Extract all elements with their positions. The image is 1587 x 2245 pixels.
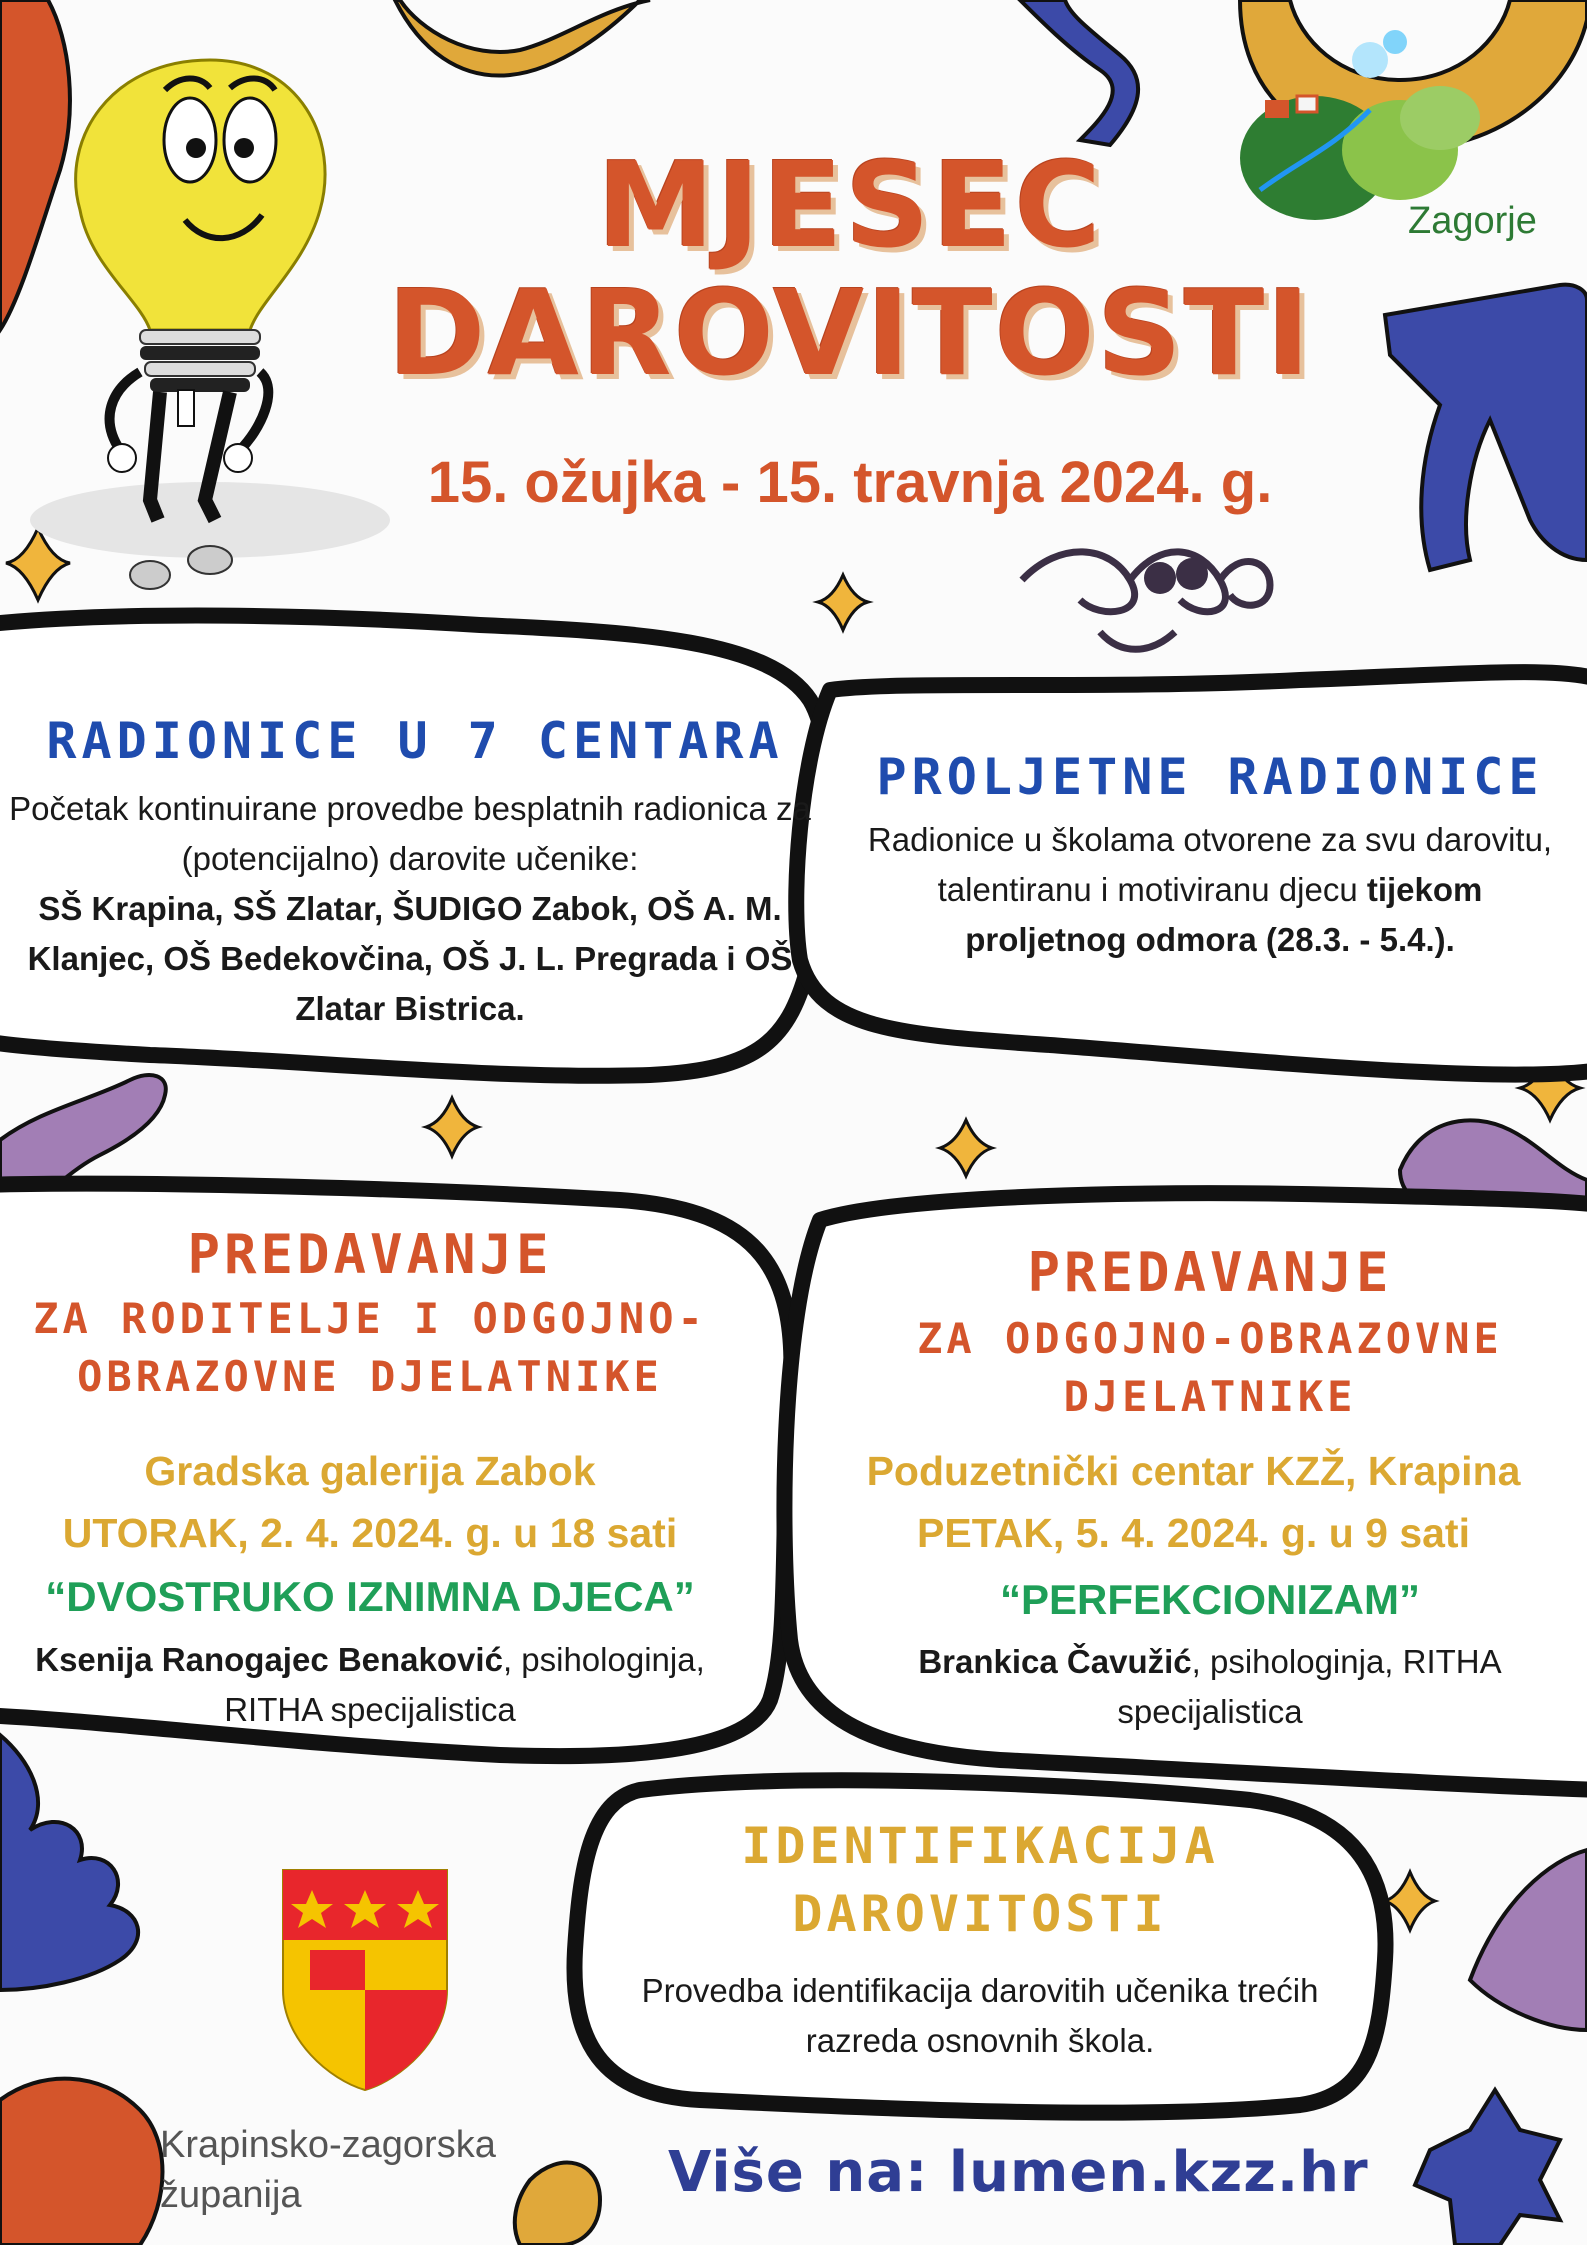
parents-lecture-details [0, 1440, 740, 1564]
teachers-lecture-speaker [860, 1637, 1560, 1737]
parents-lecture-heading: PREDAVANJE [187, 1223, 553, 1286]
blue-bolt-shape [1385, 285, 1587, 570]
gold-swirl-shape [395, 0, 650, 76]
blue-squiggle-shape [1020, 0, 1138, 145]
parents-lecture-topic: “DVOSTRUKO IZNIMNA DJECA” [45, 1573, 695, 1620]
more-info [668, 2140, 1408, 2205]
parents-lecture-speaker-role: , psihologinja, RITHA specijalistica [224, 1641, 705, 1728]
parents-lecture-speaker-name: Ksenija Ranogajec Benaković [35, 1641, 503, 1678]
sparkle-star [1385, 1872, 1435, 1930]
centers-text-locations: SŠ Krapina, SŠ Zlatar, ŠUDIGO Zabok, OŠ A. M. Klanjec, OŠ Bedekovčina, OŠ J. L. Pregrada i OŠ Zlatar Bistrica. [27, 890, 793, 1027]
identification-text: Provedba identifikacija darovitih učenika trećih razreda osnovnih škola. [641, 1972, 1319, 2059]
centers-text [0, 784, 820, 1034]
teachers-lecture-speaker-name: Brankica Čavužić [918, 1643, 1192, 1680]
teachers-lecture-speaker-role: , psihologinja, RITHA specijalistica [1117, 1643, 1502, 1730]
parents-lecture-speaker [0, 1635, 740, 1735]
event-date-range: 15. ožujka - 15. travnja 2024. g. [427, 450, 1273, 515]
sparkle-star [426, 1098, 478, 1156]
centers-heading: RADIONICE U 7 CENTARA [46, 712, 784, 770]
page-title-line2: DAROVITOSTI [387, 264, 1313, 402]
spring-text-intro: Radionice u školama otvorene za svu darovitu, talentiranu i motiviranu djecu [867, 821, 1553, 908]
orange-blob-bottom-shape [0, 2079, 163, 2245]
orange-blob-shape [0, 0, 70, 330]
spring-text [860, 815, 1560, 965]
teachers-lecture-venue: Poduzetnički centar KZŽ, Krapina [866, 1448, 1521, 1494]
county-coat-of-arms [283, 1870, 447, 2090]
spring-text-bold: tijekom proljetnog odmora [965, 871, 1483, 958]
parents-lecture-subheading: ZA RODITELJE I ODGOJNO-OBRAZOVNE DJELATNIKE [33, 1294, 707, 1401]
face-doodle-eyes [1144, 558, 1208, 594]
parents-lecture-venue: Gradska galerija Zabok [144, 1448, 596, 1494]
teachers-lecture-datetime: PETAK, 5. 4. 2024. g. u 9 sati [917, 1510, 1470, 1556]
spring-text-dates: (28.3. - 5.4.). [1265, 921, 1455, 958]
teachers-lecture-heading: PREDAVANJE [1027, 1241, 1393, 1304]
more-info-link[interactable]: lumen.kzz.hr [948, 2140, 1369, 2205]
centers-text-intro: Početak kontinuirane provedbe besplatnih radionica za (potencijalno) darovite učenike: [9, 790, 811, 877]
more-info-prefix: Više na: [668, 2140, 949, 2205]
teachers-lecture-subheading: ZA ODGOJNO-OBRAZOVNE DJELATNIKE [917, 1314, 1503, 1421]
face-doodle [1022, 552, 1270, 649]
parents-lecture-datetime: UTORAK, 2. 4. 2024. g. u 18 sati [62, 1510, 678, 1556]
county-name: Krapinsko-zagorska županija [160, 2124, 496, 2216]
teachers-lecture-topic: “PERFEKCIONIZAM” [1000, 1576, 1420, 1623]
sparkle-star [940, 1120, 992, 1176]
sparkle-star [818, 575, 868, 630]
zagorje-logo-label: Zagorje [1408, 200, 1537, 242]
blue-splash-shape [0, 1735, 138, 1990]
blue-star-shape [1415, 2090, 1560, 2245]
page-title-line1: MJESEC [596, 136, 1104, 274]
teachers-lecture-details [800, 1440, 1587, 1564]
purple-blob-lower-right-shape [1470, 1850, 1587, 2030]
identification-heading: IDENTIFIKACIJA DAROVITOSTI [741, 1817, 1219, 1943]
spring-heading: PROLJETNE RADIONICE [876, 748, 1544, 806]
